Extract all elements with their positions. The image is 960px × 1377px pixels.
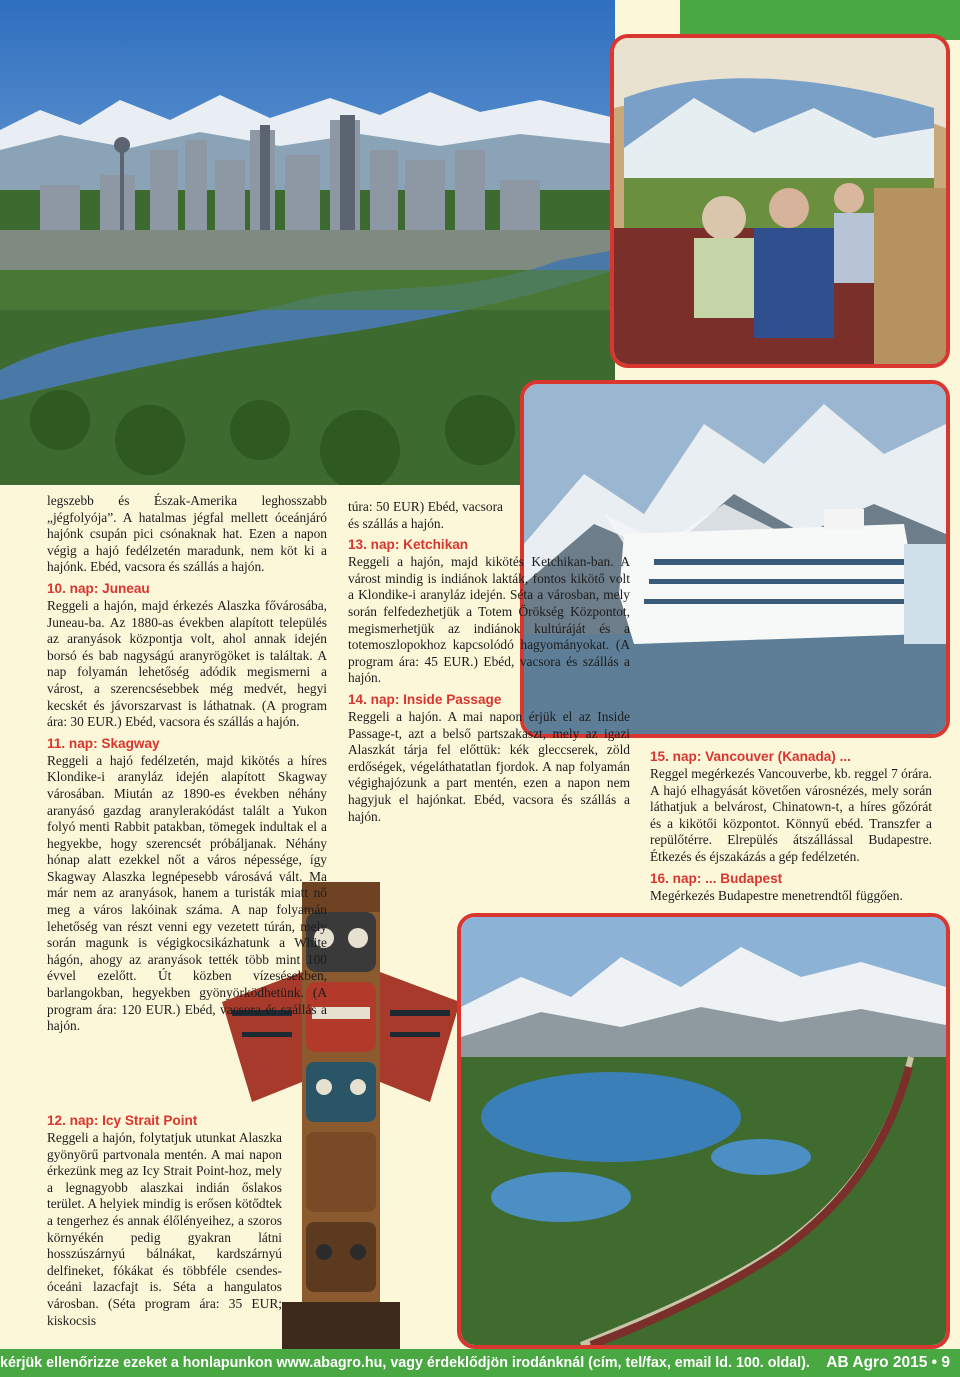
day15-heading: 15. nap: Vancouver (Kanada) ...	[650, 749, 851, 764]
day13-heading: 13. nap: Ketchikan	[348, 537, 469, 553]
day11-text: Reggeli a hajó fedélzetén, majd kikötés a híres Klondike-i aranyláz idején alapított Skagway városában. Miután az 1890-es években néhány aranyásó gazdag aranylerakódást talált a Yukon folyó menti Rabbit patakban, tömegek indultak el a hegyekbe, hogy szerencsét próbáljanak. Néhány hónap alatt ezekkel nőt a város népessége, így Skagway Alaszka legnépesebb városává vált. Ma már nem az aranyások, hanem a turisták miatt nő meg a város lakóinak száma. A nap folyamán lehetőség van részt venni egy vezetett túrán, mely során magunk is végigkocsikázhatunk a White hágón, ahogy az aranyások tették több mint 100 évvel ezelőtt. Út közben vízesésekben, barlangokban, hegyekben gyönyörködhetünk. (A program ára: 120 EUR.) Ebéd, vacsora és szállás a hajón.	[47, 752, 327, 1034]
day16-heading: 16. nap: ... Budapest	[650, 870, 783, 886]
footer-bar	[0, 1349, 960, 1377]
day14-paragraph: Reggeli a hajón. A mai napon érjük el az Inside Passage-t, azt a belső partszakaszt, mely az igazi Alaszkát tárja fel előttük: kék gleccserek, zöld erdőségek, végeláthatatlan fjordok. A nap folyamán végighajózunk a part mentén, ezen a napon nem hagyjuk el hajónkat. Ebéd, vacsora és szállás a hajón.	[348, 708, 630, 824]
mid-intro-paragraph: túra: 50 EUR) Ebéd, vacsora és szállás a hajón.	[348, 499, 503, 531]
footer-note: kérjük ellenőrizze ezeket a honlapunkon www.abagro.hu, vagy érdeklődjön irodánknál (cím, tel/fax, email ld. 100. oldal).	[0, 1355, 810, 1371]
middle-column-text	[348, 499, 630, 825]
left-column-text	[47, 493, 327, 1035]
right-column-text	[650, 744, 932, 904]
day10-heading: 10. nap: Juneau	[47, 580, 150, 596]
page-number: AB Agro 2015 • 9	[826, 1354, 950, 1371]
day12-heading: 12. nap: Icy Strait Point	[47, 1113, 198, 1128]
day16-paragraph: Megérkezés Budapestre menetrendtől függően.	[650, 887, 903, 903]
day11-paragraph	[47, 753, 327, 1035]
day13-paragraph: Reggeli a hajón, majd kikötés Ketchikan-ban. A várost mindig is indiánok lakták, fontos kikötő volt a Klondike-i aranyláz idején. Séta a városban, mely során felfedezhetjük a Totem Örökség Központot, megismerhetjük az indiánok kultúráját és a totemoszlopokhoz kapcsolódó hagyományokat. (A program ára: 45 EUR.) Ebéd, vacsora és szállás a hajón.	[348, 554, 630, 686]
train-mountain-lake-photo	[457, 913, 950, 1349]
day10-paragraph: Reggeli a hajón, majd érkezés Alaszka fővárosába, Juneau-ba. Az 1880-as években alapított település az aranyások központja volt, ahol annak idején borsó és bab nagyságú aranyrögöket is találtak. A nap folyamán lehetőség adódik megismerni a várost, a szerencsésebbek még medvét, hegyi kecskét és jávorszarvast is láthatnak. (A program ára: 30 EUR.) Ebéd, vacsora és szállás a hajón.	[47, 597, 327, 730]
intro-paragraph: legszebb és Észak-Amerika leghosszabb „jégfolyója”. A hatalmas jégfal mellett óceánjáró hajónk csupán pici csónaknak hat. Ezen a napon végig a hajó fedélzetén maradunk, nem köt ki a hajónk. Ebéd, vacsora és szállás a hajón.	[47, 493, 327, 575]
day11-heading: 11. nap: Skagway	[47, 735, 160, 751]
train-dome-car-photo	[610, 34, 950, 368]
day14-heading: 14. nap: Inside Passage	[348, 691, 502, 707]
day12-paragraph: Reggeli a hajón, folytatjuk utunkat Alaszka gyönyörű partvonala mentén. A mai napon érkezünk meg az Icy Strait Point-hoz, mely a legnagyobb alaszkai indián őslakos terület. A helyiek mindig is erősen kötődtek a tengerhez és annak élőlényeihez, a szoros környékén pedig gyakran látni hosszúszárnyú bálnákat, kardszárnyú delfineket, fókákat és többféle csendes-óceáni lazacfajt is. Séta a hangulatos városban. (Séta program ára: 35 EUR; kiskocsis	[47, 1130, 282, 1328]
day15-paragraph: Reggel megérkezés Vancouverbe, kb. reggel 7 órára. A hajó elhagyását követően városnézés, mely során láthatjuk a belvárost, Chinatown-t, a híres gőzórát és a kikötői központot. Könnyű ebéd. Transzfer a repülőtérre. Elrepülés átszállással Budapestre. Étkezés és éjszakázás a gép fedélzetén.	[650, 766, 932, 864]
left-column-text-lower	[47, 1108, 282, 1329]
